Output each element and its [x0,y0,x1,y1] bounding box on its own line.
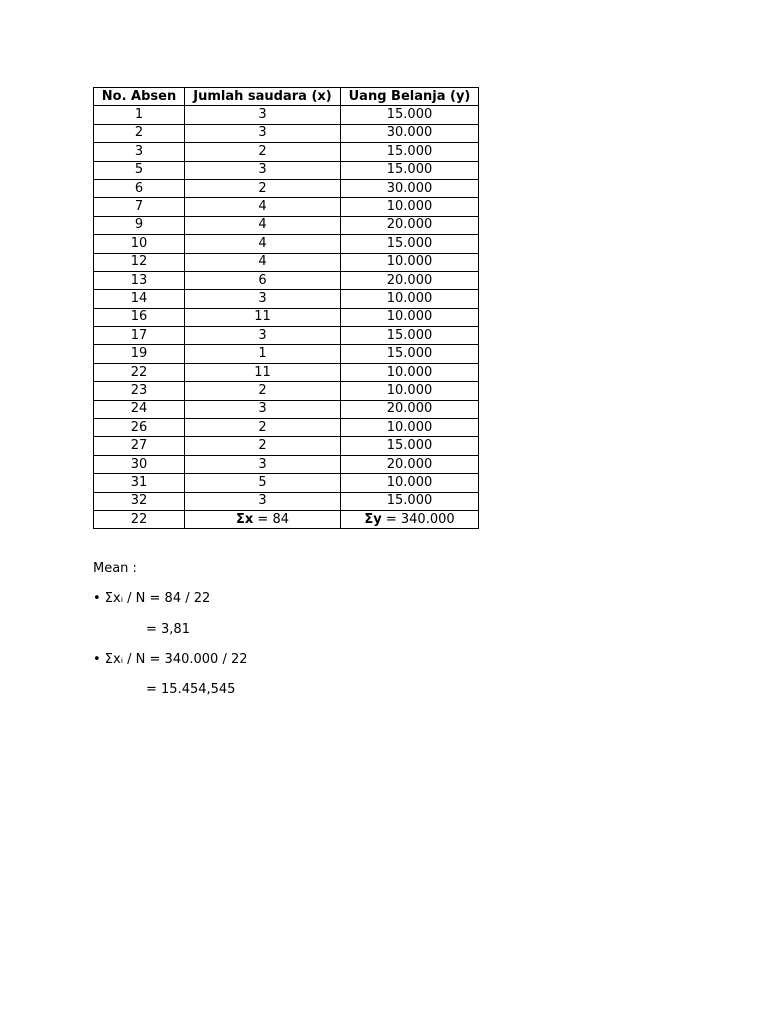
table-row [94,124,479,142]
cell-jumlah-saudara: 4 [185,235,341,253]
cell-uang-belanja: 10.000 [341,198,479,216]
cell-no-absen: 24 [94,400,185,418]
cell-uang-belanja: 10.000 [341,363,479,381]
total-sum-y [341,510,479,528]
table-row [94,235,479,253]
cell-uang-belanja: 15.000 [341,492,479,510]
table-row [94,253,479,271]
table-header-row [94,88,479,106]
table-row [94,198,479,216]
mean-line-1: • Σxᵢ / N = 84 / 22 [93,591,211,606]
cell-no-absen: 32 [94,492,185,510]
sum-x-label: Σx [236,511,254,527]
cell-uang-belanja: 10.000 [341,290,479,308]
cell-no-absen: 27 [94,437,185,455]
cell-uang-belanja: 10.000 [341,419,479,437]
cell-uang-belanja: 10.000 [341,253,479,271]
cell-jumlah-saudara: 2 [185,143,341,161]
cell-jumlah-saudara: 3 [185,124,341,142]
table-row [94,308,479,326]
cell-jumlah-saudara: 2 [185,419,341,437]
cell-uang-belanja: 15.000 [341,345,479,363]
cell-jumlah-saudara: 4 [185,198,341,216]
sum-y-label: Σy [364,511,382,527]
cell-uang-belanja: 10.000 [341,474,479,492]
cell-jumlah-saudara: 2 [185,179,341,197]
cell-jumlah-saudara: 3 [185,400,341,418]
table-row [94,290,479,308]
cell-jumlah-saudara: 3 [185,161,341,179]
cell-jumlah-saudara: 2 [185,437,341,455]
cell-uang-belanja: 20.000 [341,271,479,289]
cell-no-absen: 7 [94,198,185,216]
table-row [94,179,479,197]
cell-no-absen: 2 [94,124,185,142]
table-row [94,271,479,289]
cell-uang-belanja: 10.000 [341,308,479,326]
cell-jumlah-saudara: 3 [185,290,341,308]
cell-no-absen: 13 [94,271,185,289]
cell-jumlah-saudara: 4 [185,216,341,234]
cell-jumlah-saudara: 5 [185,474,341,492]
cell-no-absen: 16 [94,308,185,326]
cell-no-absen: 14 [94,290,185,308]
cell-uang-belanja: 30.000 [341,124,479,142]
table-body [94,106,479,511]
cell-no-absen: 12 [94,253,185,271]
cell-no-absen: 5 [94,161,185,179]
table-row [94,143,479,161]
cell-uang-belanja: 15.000 [341,327,479,345]
cell-no-absen: 22 [94,363,185,381]
header-no-absen: No. Absen [94,88,185,106]
cell-jumlah-saudara: 3 [185,327,341,345]
table-row [94,345,479,363]
cell-no-absen: 17 [94,327,185,345]
cell-no-absen: 6 [94,179,185,197]
table-row [94,382,479,400]
cell-no-absen: 10 [94,235,185,253]
table-row [94,474,479,492]
cell-uang-belanja: 10.000 [341,382,479,400]
table-row [94,106,479,124]
cell-no-absen: 9 [94,216,185,234]
total-count: 22 [94,510,185,528]
cell-no-absen: 23 [94,382,185,400]
cell-uang-belanja: 15.000 [341,161,479,179]
table-row [94,363,479,381]
cell-jumlah-saudara: 3 [185,455,341,473]
table-row [94,437,479,455]
total-sum-x [185,510,341,528]
cell-jumlah-saudara: 2 [185,382,341,400]
cell-uang-belanja: 30.000 [341,179,479,197]
table-row [94,419,479,437]
cell-no-absen: 30 [94,455,185,473]
sum-y-value: = 340.000 [381,511,455,527]
mean-line-3: • Σxᵢ / N = 340.000 / 22 [93,652,248,667]
cell-no-absen: 3 [94,143,185,161]
table-row [94,327,479,345]
table-row [94,455,479,473]
cell-no-absen: 31 [94,474,185,492]
cell-uang-belanja: 15.000 [341,143,479,161]
cell-jumlah-saudara: 11 [185,308,341,326]
cell-no-absen: 1 [94,106,185,124]
header-jumlah-saudara: Jumlah saudara (x) [185,88,341,106]
cell-uang-belanja: 15.000 [341,235,479,253]
table-row [94,400,479,418]
cell-jumlah-saudara: 1 [185,345,341,363]
cell-jumlah-saudara: 11 [185,363,341,381]
mean-line-4: = 15.454,545 [146,682,236,697]
mean-heading: Mean : [93,561,137,576]
table-row [94,492,479,510]
cell-jumlah-saudara: 3 [185,492,341,510]
table-row [94,216,479,234]
cell-jumlah-saudara: 6 [185,271,341,289]
mean-line-2: = 3,81 [146,622,190,637]
data-table [93,87,479,529]
header-uang-belanja: Uang Belanja (y) [341,88,479,106]
cell-jumlah-saudara: 3 [185,106,341,124]
cell-uang-belanja: 15.000 [341,106,479,124]
cell-no-absen: 26 [94,419,185,437]
cell-no-absen: 19 [94,345,185,363]
table-row [94,161,479,179]
cell-uang-belanja: 15.000 [341,437,479,455]
cell-uang-belanja: 20.000 [341,216,479,234]
cell-uang-belanja: 20.000 [341,400,479,418]
cell-jumlah-saudara: 4 [185,253,341,271]
cell-uang-belanja: 20.000 [341,455,479,473]
sum-x-value: = 84 [253,511,289,527]
table-total-row [94,510,479,528]
